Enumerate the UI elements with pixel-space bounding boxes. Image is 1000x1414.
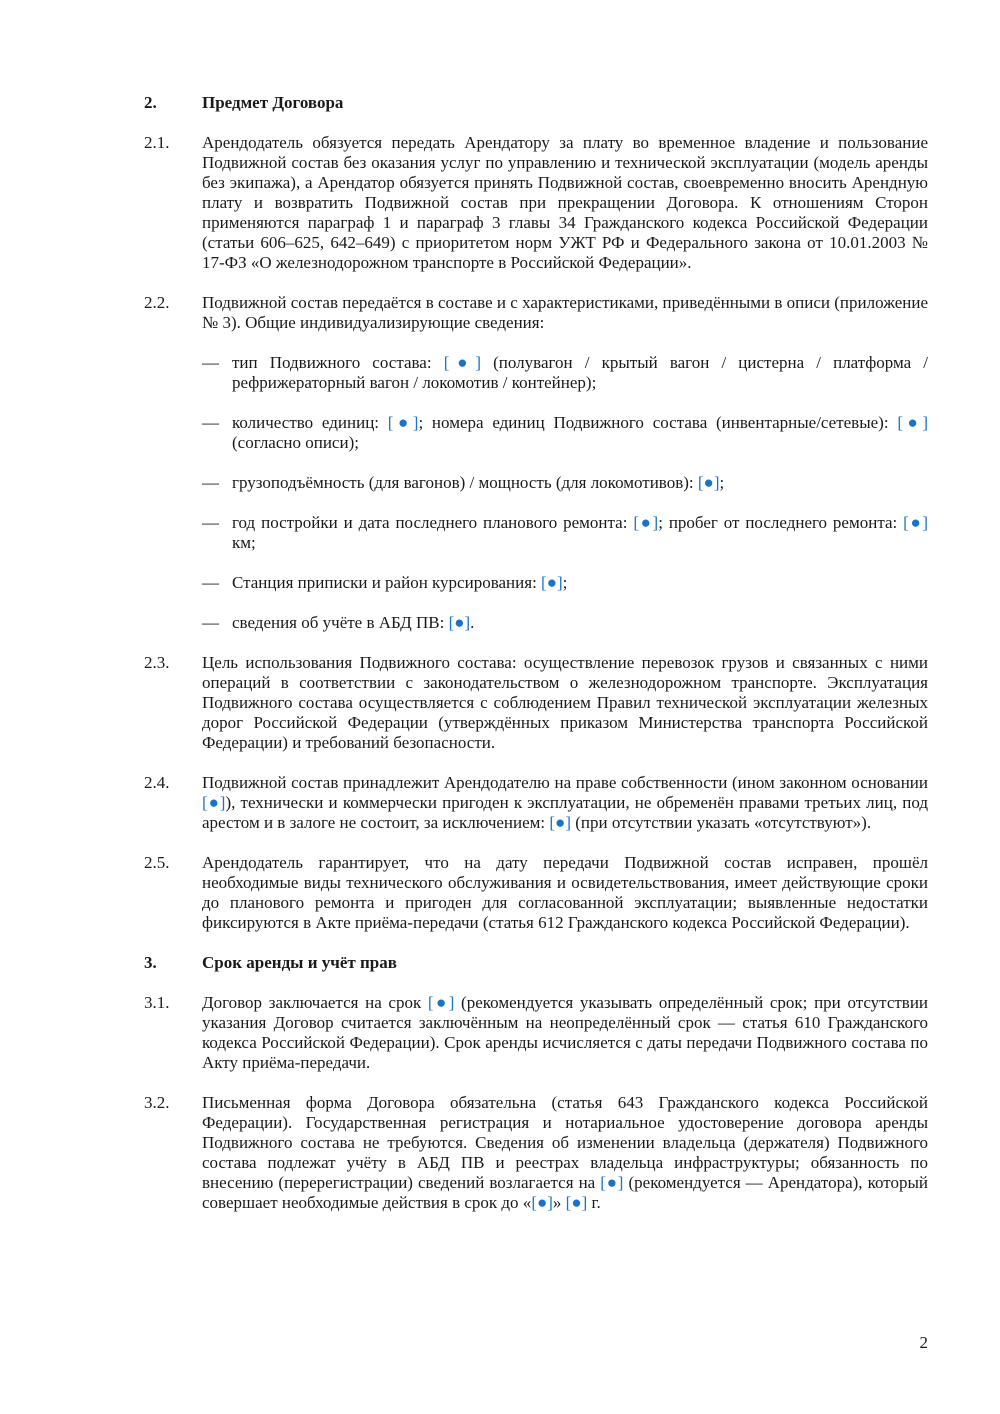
- list-item: [202, 473, 928, 493]
- placeholder-field: [●]: [427, 993, 455, 1012]
- clause-number: 3.1.: [144, 993, 170, 1012]
- section-heading-2: [144, 93, 928, 113]
- clause-2-2: [144, 293, 928, 333]
- list-item-text: грузоподъёмность (для вагонов) / мощность (для локомотивов): [●];: [232, 473, 725, 492]
- clause-2-4: [144, 773, 928, 833]
- section-number: 2.: [144, 93, 157, 112]
- dash-marker: —: [202, 413, 219, 432]
- clause-number: 2.4.: [144, 773, 170, 792]
- list-item-text: количество единиц: [●]; номера единиц Подвижного состава (инвентарные/сетевые): [●] (согласно описи);: [232, 413, 928, 452]
- clause-text: Подвижной состав принадлежит Арендодателю на праве собственности (ином законном основании [●]), технически и коммерчески пригоден к эксплуатации, не обременён правами третьих лиц, под арестом и в залоге не состоит, за исключением: [●] (при отсутствии указать «отсутствуют»).: [202, 773, 929, 832]
- list-item: [202, 353, 928, 393]
- list-item-text: сведения об учёте в АБД ПВ: [●].: [232, 613, 475, 632]
- list-item: [202, 413, 928, 453]
- clause-text: Арендодатель гарантирует, что на дату передачи Подвижной состав исправен, прошёл необходимые виды технического обслуживания и освидетельствования, имеет действующие сроки до планового ремонта и пригоден для согласованной эксплуатации; выявленные недостатки фиксируются в Акте приёма-передачи (статья 612 Гражданского кодекса Российской Федерации).: [202, 853, 928, 932]
- placeholder-field: [●]: [903, 513, 929, 532]
- placeholder-field: [●]: [448, 613, 471, 632]
- clause-text: Подвижной состав передаётся в составе и с характеристиками, приведёнными в описи (приложение № 3). Общие индивидуализирующие сведения:: [202, 293, 928, 332]
- placeholder-field: [●]: [549, 813, 571, 832]
- clause-2-1: [144, 133, 928, 273]
- placeholder-field: [●]: [633, 513, 659, 532]
- list-item: [202, 513, 928, 553]
- dash-marker: —: [202, 613, 219, 632]
- placeholder-field: [●]: [697, 473, 720, 492]
- clause-number: 2.3.: [144, 653, 170, 672]
- clause-number: 2.5.: [144, 853, 170, 872]
- placeholder-field: [●]: [387, 413, 419, 432]
- clause-3-2: [144, 1093, 928, 1213]
- clause-number: 3.2.: [144, 1093, 170, 1112]
- section-number: 3.: [144, 953, 157, 972]
- list-item-text: год постройки и дата последнего планового ремонта: [●]; пробег от последнего ремонта: [●] км;: [232, 513, 929, 552]
- dash-marker: —: [202, 353, 219, 372]
- list-item: [202, 613, 928, 633]
- placeholder-field: [●]: [531, 1193, 553, 1212]
- placeholder-field: [●]: [565, 1193, 588, 1212]
- clause-text: Цель использования Подвижного состава: осуществление перевозок грузов и связанных с ними операций в соответствии с законодательством о железнодорожном транспорте. Эксплуатация Подвижного состава осуществляется с соблюдением Правил технической эксплуатации железных дорог Российской Федерации (утверждённых приказом Министерства транспорта Российской Федерации) и требований безопасности.: [202, 653, 928, 752]
- page-number: 2: [919, 1333, 928, 1352]
- clause-text: Договор заключается на срок [●] (рекомендуется указывать определённый срок; при отсутствии указания Договор считается заключённым на неопределённый срок — статья 610 Гражданского кодекса Российской Федерации). Срок аренды исчисляется с даты передачи Подвижного состава по Акту приёма-передачи.: [202, 993, 929, 1072]
- clause-3-1: [144, 993, 928, 1073]
- document-content: [144, 93, 928, 1213]
- dash-marker: —: [202, 573, 219, 592]
- clause-text: Письменная форма Договора обязательна (статья 643 Гражданского кодекса Российской Федерации). Государственная регистрация и нотариальное удостоверение договора аренды Подвижного состава не требуются. Сведения об изменении владельца (держателя) Подвижного состава подлежат учёту в АБД ПВ и реестрах владельца инфраструктуры; обязанность по внесению (перерегистрации) сведений возлагается на [●] (рекомендуется — Арендатора), который совершает необходимые действия в срок до «[●]» [●] г.: [202, 1093, 928, 1212]
- placeholder-field: [●]: [443, 353, 482, 372]
- clause-number: 2.1.: [144, 133, 170, 152]
- list-item: [202, 573, 928, 593]
- placeholder-field: [●]: [202, 793, 226, 812]
- clause-number: 2.2.: [144, 293, 170, 312]
- clause-text: Арендодатель обязуется передать Арендатору за плату во временное владение и пользование Подвижной состав без оказания услуг по управлению и технической эксплуатации (модель аренды без экипажа), а Арендатор обязуется принять Подвижной состав, своевременно вносить Арендную плату и возвратить Подвижной состав при прекращении Договора. К отношениям Сторон применяются параграф 1 и параграф 3 главы 34 Гражданского кодекса Российской Федерации (статьи 606–625, 642–649) с приоритетом норм УЖТ РФ и Федерального закона от 10.01.2003 № 17-ФЗ «О железнодорожном транспорте в Российской Федерации».: [202, 133, 928, 272]
- section-title: Предмет Договора: [202, 93, 344, 112]
- clause-2-3: [144, 653, 928, 753]
- dash-marker: —: [202, 513, 219, 532]
- placeholder-field: [●]: [897, 413, 928, 432]
- dash-marker: —: [202, 473, 219, 492]
- clause-2-5: [144, 853, 928, 933]
- section-title: Срок аренды и учёт прав: [202, 953, 397, 972]
- section-heading-3: [144, 953, 928, 973]
- placeholder-field: [●]: [600, 1173, 624, 1192]
- placeholder-field: [●]: [541, 573, 563, 592]
- list-item-text: Станция приписки и район курсирования: [●];: [232, 573, 568, 592]
- list-item-text: тип Подвижного состава: [●] (полувагон / крытый вагон / цистерна / платформа / рефрижераторный вагон / локомотив / контейнер);: [232, 353, 928, 392]
